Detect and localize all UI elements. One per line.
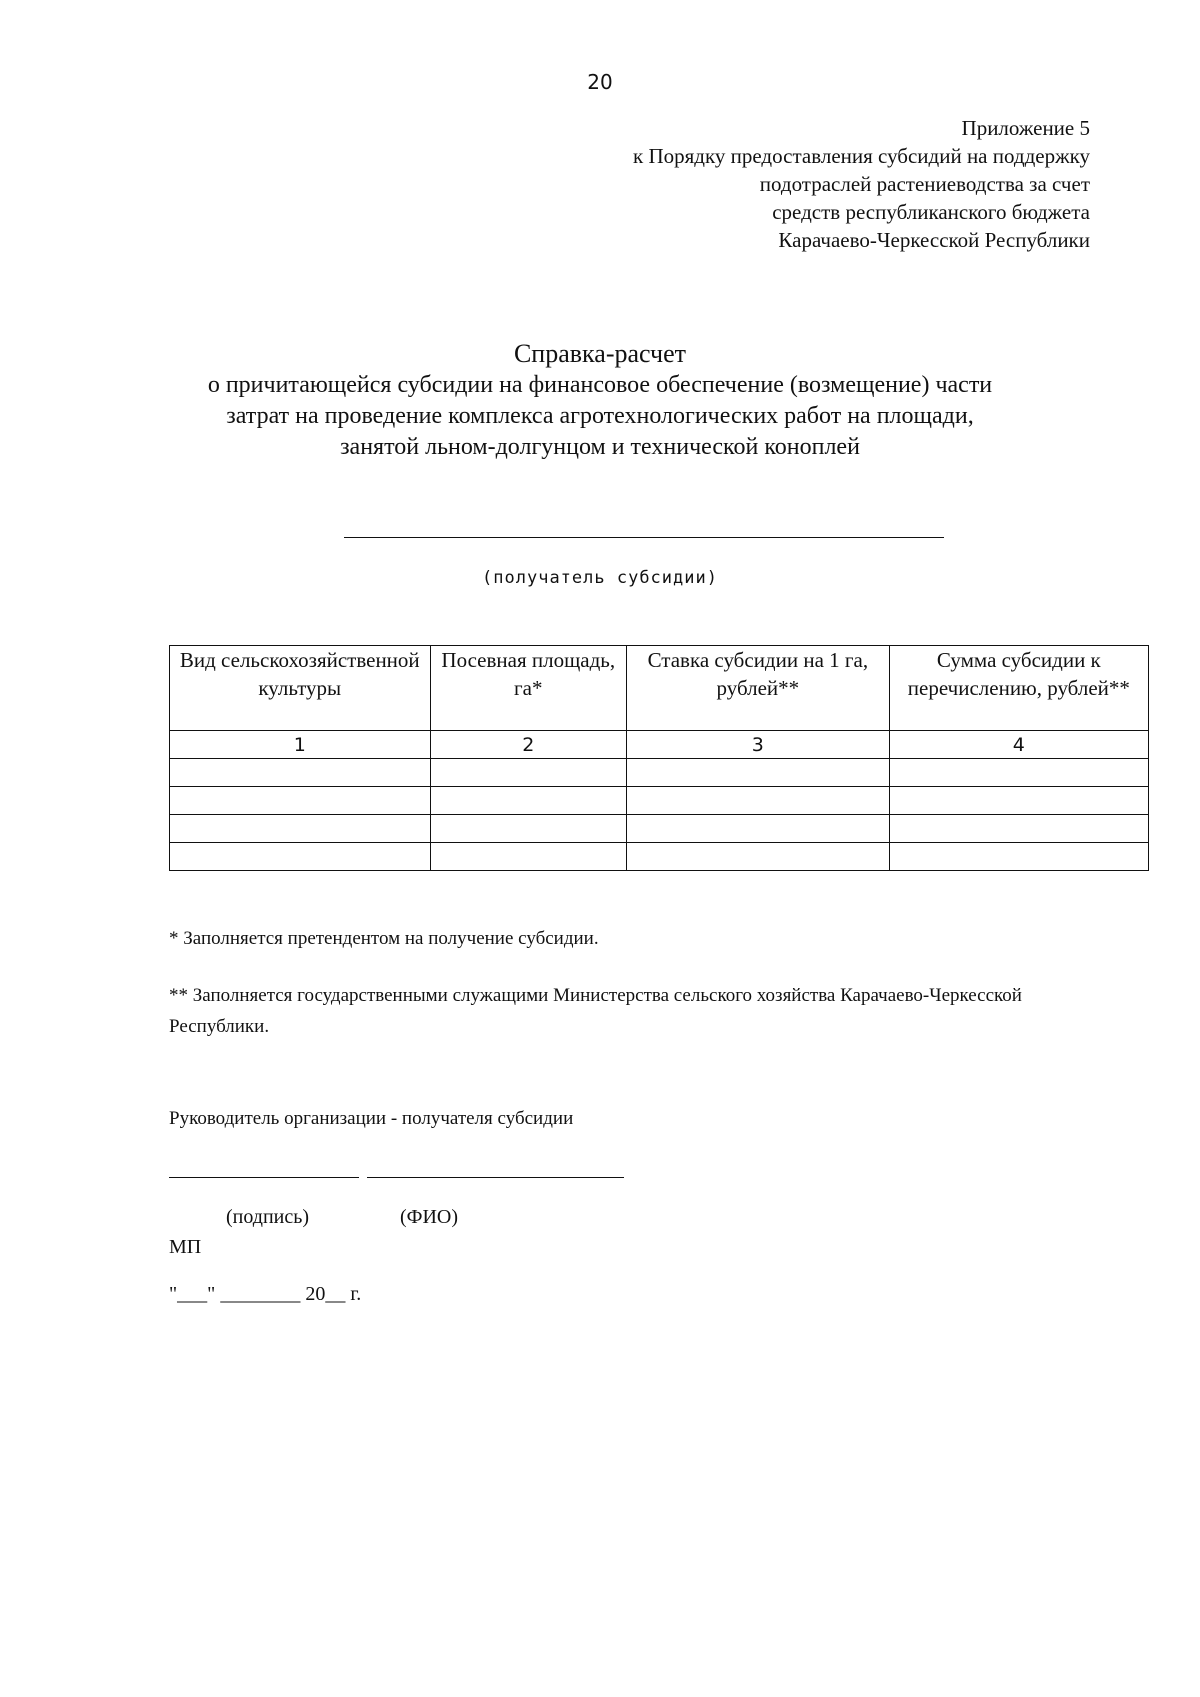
appendix-line: средств республиканского бюджета	[772, 200, 1090, 224]
table-cell[interactable]	[626, 759, 889, 787]
stamp-place-label: МП	[169, 1236, 202, 1258]
signature-caption: (подпись)	[226, 1206, 310, 1228]
table-cell[interactable]	[626, 787, 889, 815]
table-row	[170, 843, 1149, 871]
title-main: Справка-расчет	[513, 339, 687, 368]
table-cell[interactable]	[889, 787, 1148, 815]
column-number: 4	[889, 731, 1148, 759]
page-number: 20	[587, 70, 613, 94]
column-number-row	[170, 731, 1149, 759]
table-cell[interactable]	[626, 815, 889, 843]
table-cell[interactable]	[170, 787, 431, 815]
table-cell[interactable]	[626, 843, 889, 871]
table-row	[170, 759, 1149, 787]
header-crop-type: Вид сельскохозяйственной культуры	[170, 646, 431, 731]
title-line: затрат на проведение комплекса агротехнологических работ на площади,	[226, 403, 974, 429]
subsidy-calculation-table	[169, 645, 1149, 871]
title-line: о причитающейся субсидии на финансовое обеспечение (возмещение) части	[207, 372, 993, 398]
appendix-line: Приложение 5	[961, 116, 1090, 140]
table-cell[interactable]	[170, 815, 431, 843]
table-cell[interactable]	[170, 759, 431, 787]
header-rate-per-ha: Ставка субсидии на 1 га, рублей**	[626, 646, 889, 731]
table-row	[170, 787, 1149, 815]
title-line: занятой льном-долгунцом и технической коноплей	[340, 434, 860, 460]
table-header-row	[170, 646, 1149, 731]
appendix-line: Карачаево-Черкесской Республики	[778, 228, 1090, 252]
recipient-caption: (получатель субсидии)	[482, 568, 718, 588]
table-cell[interactable]	[430, 759, 626, 787]
document-title	[150, 338, 1050, 463]
date-fill-line[interactable]: "___" ________ 20__ г.	[169, 1283, 362, 1305]
recipient-fill-line[interactable]	[344, 537, 944, 538]
appendix-line: к Порядку предоставления субсидий на поддержку	[633, 144, 1090, 168]
full-name-fill-line[interactable]	[367, 1177, 624, 1178]
header-subsidy-amount: Сумма субсидии к перечислению, рублей**	[889, 646, 1148, 731]
head-of-organization-label: Руководитель организации - получателя субсидии	[169, 1108, 574, 1129]
signature-fill-line[interactable]	[169, 1177, 359, 1178]
table-row	[170, 815, 1149, 843]
column-number: 1	[170, 731, 431, 759]
table-cell[interactable]	[430, 843, 626, 871]
table-cell[interactable]	[889, 843, 1148, 871]
header-sown-area: Посевная площадь, га*	[430, 646, 626, 731]
table-cell[interactable]	[430, 787, 626, 815]
table-cell[interactable]	[889, 759, 1148, 787]
appendix-reference	[490, 114, 1090, 254]
full-name-caption: (ФИО)	[400, 1206, 459, 1228]
column-number: 2	[430, 731, 626, 759]
table-cell[interactable]	[170, 843, 431, 871]
footnote-single-star: * Заполняется претендентом на получение субсидии.	[169, 928, 599, 949]
column-number: 3	[626, 731, 889, 759]
appendix-line: подотраслей растениеводства за счет	[759, 172, 1090, 196]
table-cell[interactable]	[430, 815, 626, 843]
footnote-double-star: ** Заполняется государственными служащими Министерства сельского хозяйства Карачаево-Черкесской Республики.	[169, 985, 1022, 1037]
table-cell[interactable]	[889, 815, 1148, 843]
